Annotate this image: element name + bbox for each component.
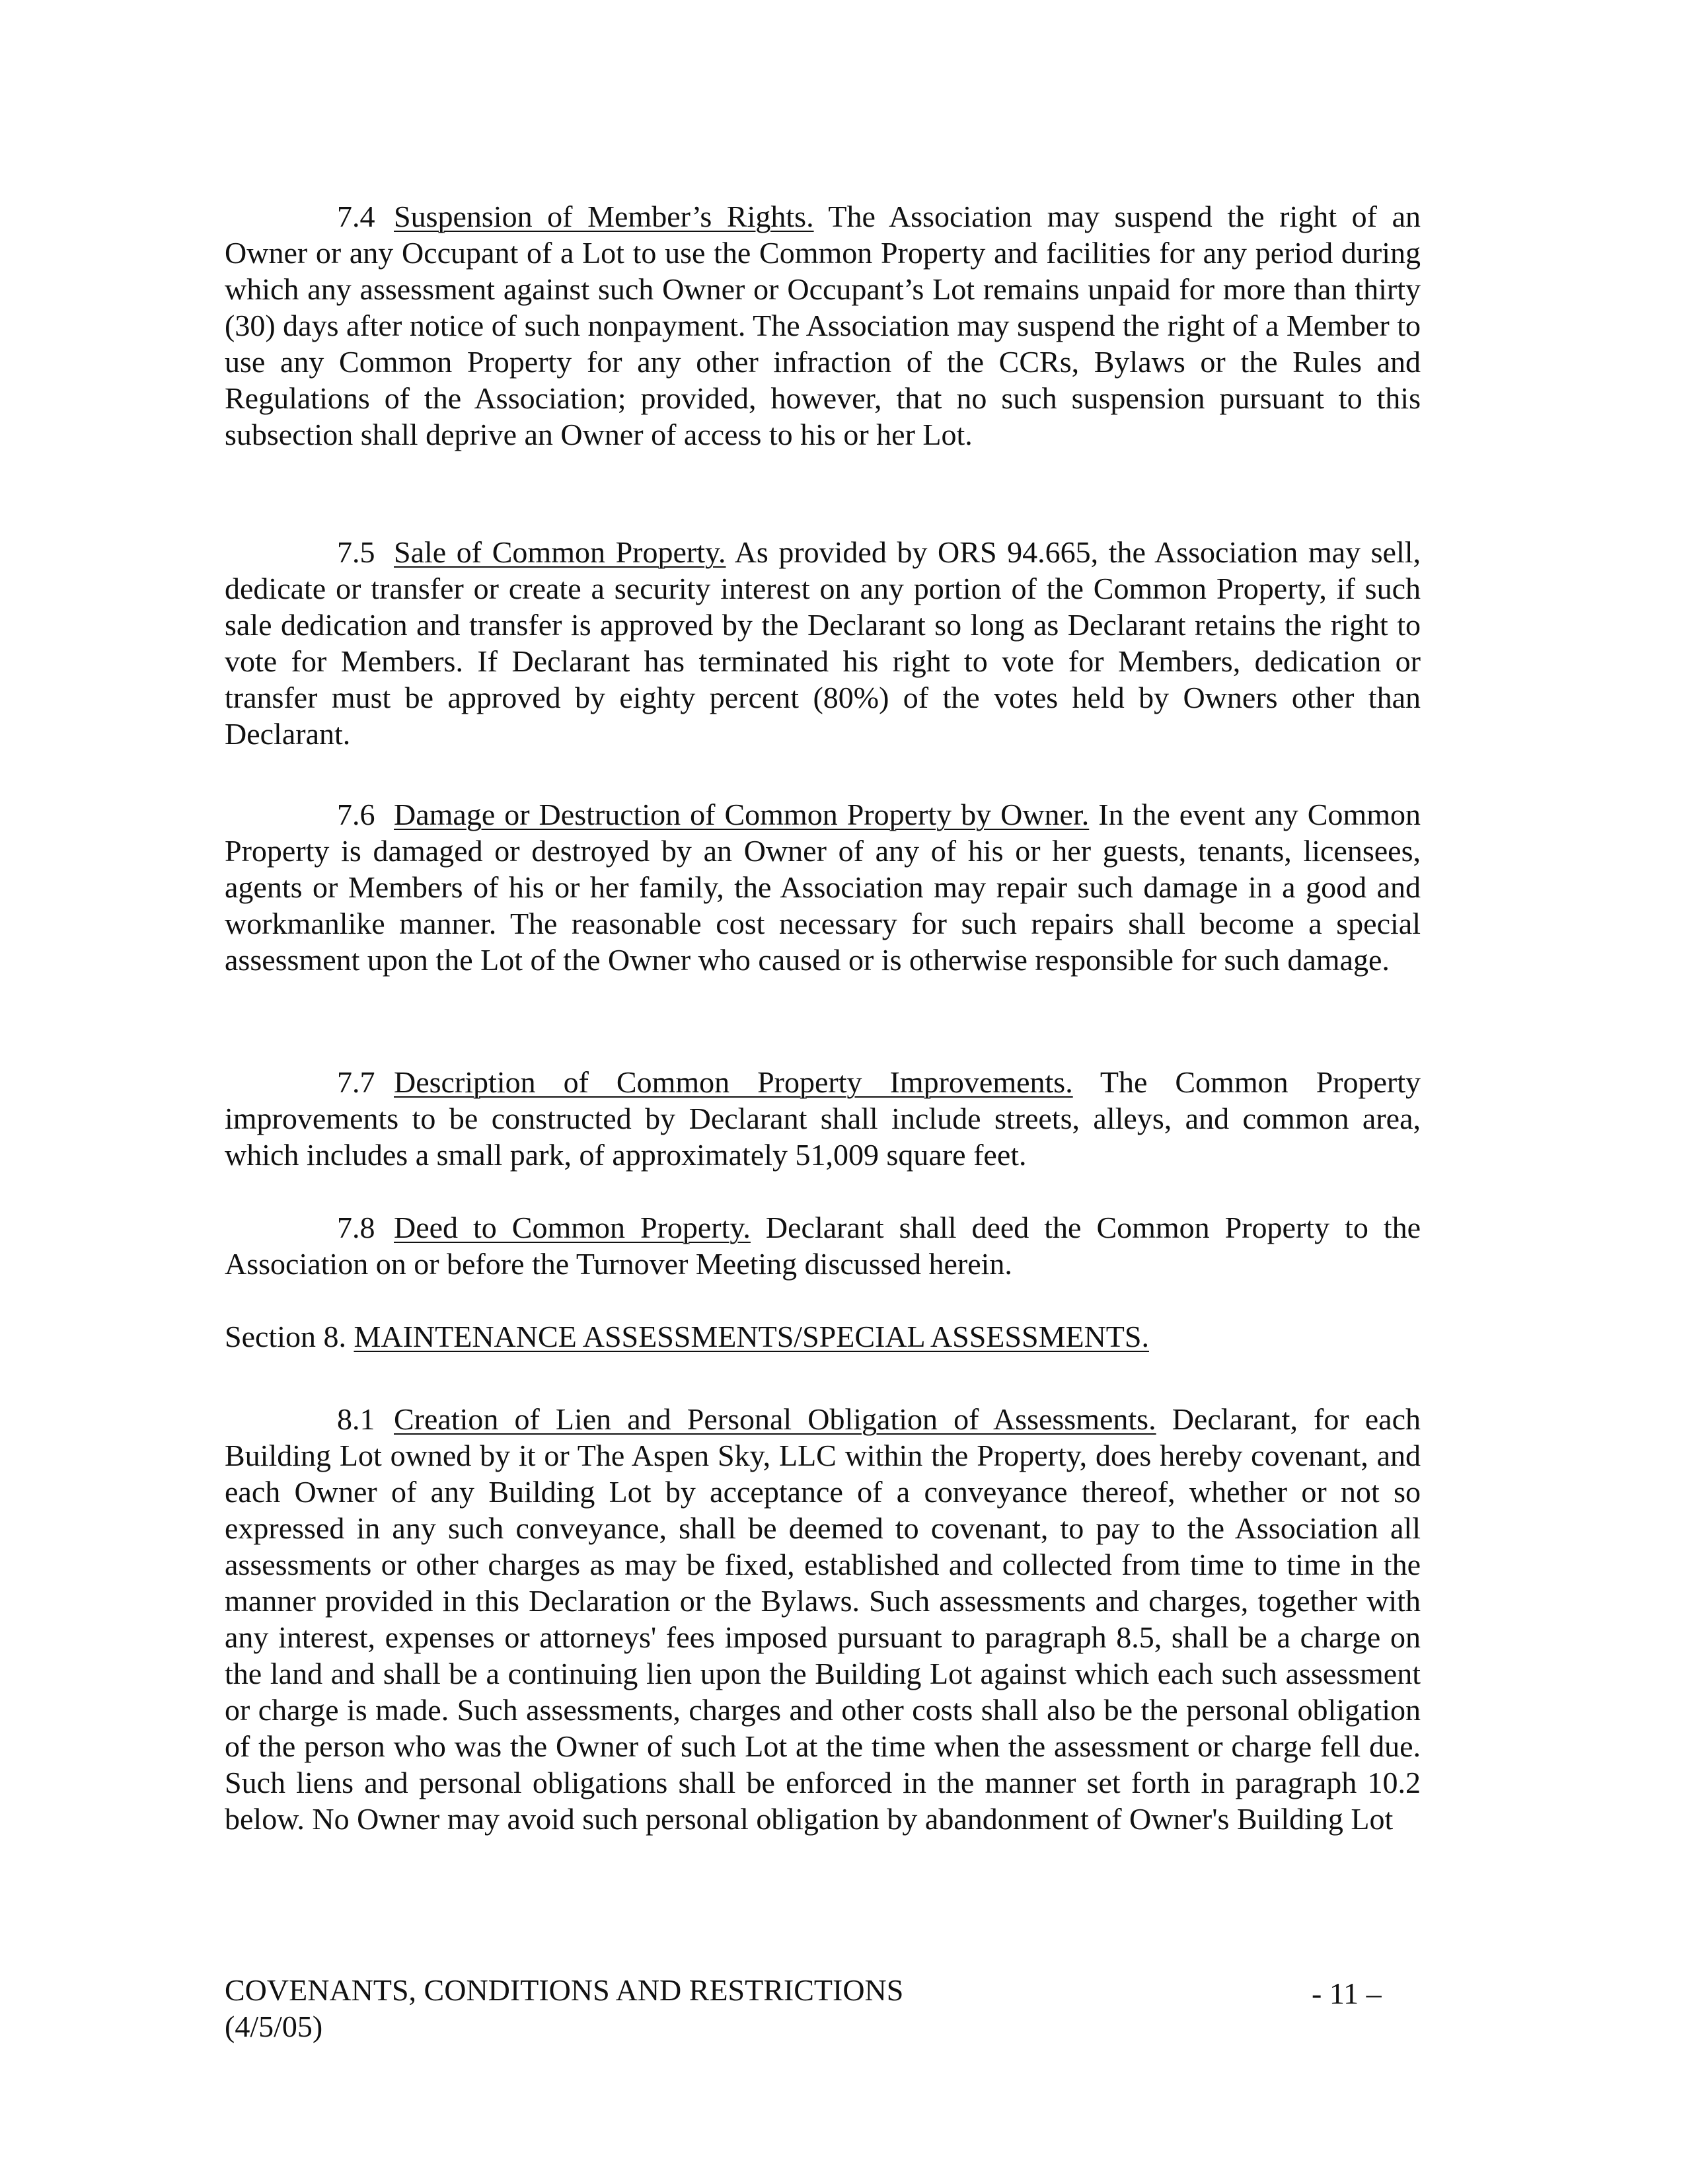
paragraph-heading: Deed to Common Property. (394, 1211, 751, 1244)
paragraph-7-5 (225, 534, 1421, 752)
paragraph-8-1 (225, 1401, 1421, 1837)
section-label: Section 8. (225, 1320, 346, 1353)
paragraph-heading: Creation of Lien and Personal Obligation of Assessments. (394, 1402, 1156, 1436)
paragraph-text: Declarant shall deed the Common Property to the Association on or before the Turnover Meeting discussed herein. (225, 1211, 1421, 1281)
paragraph-number: 7.4 (337, 200, 375, 233)
paragraph-heading: Description of Common Property Improvements. (394, 1065, 1073, 1099)
paragraph-text: The Common Property improvements to be constructed by Declarant shall include streets, alleys, and common area, which includes a small park, of approximately 51,009 square feet. (225, 1065, 1421, 1172)
paragraph-text: As provided by ORS 94.665, the Association may sell, dedicate or transfer or create a security interest on any portion of the Common Property, if such sale dedication and transfer is approved by the Declarant so long as Declarant retains the right to vote for Members. If Declarant has terminated his right to vote for Members, dedication or transfer must be approved by eighty percent (80%) of the votes held by Owners other than Declarant. (225, 535, 1421, 751)
paragraph-text: In the event any Common Property is damaged or destroyed by an Owner of any of his or her guests, tenants, licensees, agents or Members of his or her family, the Association may repair such damage in a good and workmanlike manner. The reasonable cost necessary for such repairs shall become a special assessment upon the Lot of the Owner who caused or is otherwise responsible for such damage. (225, 798, 1421, 977)
paragraph-text: The Association may suspend the right of an Owner or any Occupant of a Lot to use the Common Property and facilities for any period during which any assessment against such Owner or Occupant’s Lot remains unpaid for more than thirty (30) days after notice of such nonpayment. The Association may suspend the right of a Member to use any Common Property for any other infraction of the CCRs, Bylaws or the Rules and Regulations of the Association; provided, however, that no such suspension pursuant to this subsection shall deprive an Owner of access to his or her Lot. (225, 200, 1421, 451)
paragraph-number: 7.5 (337, 535, 375, 569)
paragraph-heading: Sale of Common Property. (394, 535, 726, 569)
paragraph-7-4 (225, 198, 1421, 453)
footer-title: COVENANTS, CONDITIONS AND RESTRICTIONS (225, 1973, 904, 2007)
section-title (225, 1319, 1149, 1354)
paragraph-heading: Damage or Destruction of Common Property by Owner. (394, 798, 1090, 831)
paragraph-number: 7.8 (337, 1211, 375, 1244)
paragraph-number: 8.1 (337, 1402, 375, 1436)
page-number: - 11 – (1312, 1977, 1382, 2010)
paragraph-heading: Suspension of Member’s Rights. (394, 200, 814, 233)
paragraph-number: 7.6 (337, 798, 375, 831)
paragraph-7-8 (225, 1209, 1421, 1282)
footer-date: (4/5/05) (225, 2010, 323, 2043)
paragraph-7-6 (225, 796, 1421, 978)
paragraph-number: 7.7 (337, 1065, 375, 1099)
section-heading: MAINTENANCE ASSESSMENTS/SPECIAL ASSESSMENTS. (354, 1320, 1149, 1353)
paragraph-text: Declarant, for each Building Lot owned by it or The Aspen Sky, LLC within the Property, does hereby covenant, and each Owner of any Building Lot by acceptance of a conveyance thereof, whether or not so expressed in any such conveyance, shall be deemed to covenant, to pay to the Association all assessments or other charges as may be fixed, established and collected from time to time in the manner provided in this Declaration or the Bylaws. Such assessments and charges, together with any interest, expenses or attorneys' fees imposed pursuant to paragraph 8.5, shall be a charge on the land and shall be a continuing lien upon the Building Lot against which each such assessment or charge is made. Such assessments, charges and other costs shall also be the personal obligation of the person who was the Owner of such Lot at the time when the assessment or charge fell due. Such liens and personal obligations shall be enforced in the manner set forth in paragraph 10.2 below. No Owner may avoid such personal obligation by abandonment of Owner's Building Lot (225, 1402, 1421, 1836)
paragraph-7-7 (225, 1064, 1421, 1173)
